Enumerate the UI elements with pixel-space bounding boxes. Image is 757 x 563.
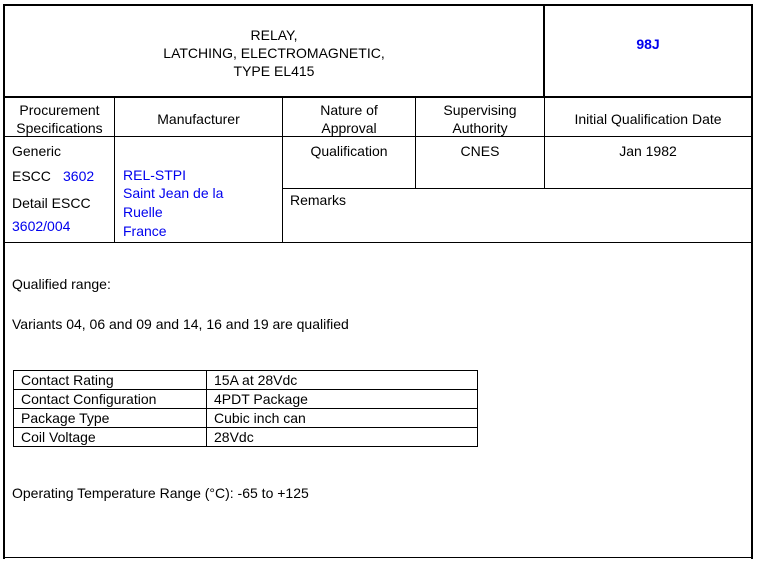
manufacturer-line-1: REL-STPI (123, 167, 187, 183)
title-line-2: LATCHING, ELECTROMAGNETIC, (163, 45, 385, 61)
title-line-1: RELAY, (250, 27, 298, 43)
manufacturer-line-2: Saint Jean de la (123, 185, 224, 201)
authority-value: CNES (460, 143, 500, 159)
generic-label: Generic (12, 143, 62, 159)
variants-text: Variants 04, 06 and 09 and 14, 16 and 19 are qualified (12, 316, 349, 332)
qualification-date: Jan 1982 (619, 143, 677, 159)
escc-label: ESCC (12, 168, 51, 184)
detail-escc-number-link[interactable]: 3602/004 (12, 218, 71, 234)
colhead-supervising-1: Supervising (443, 102, 517, 118)
spec-value: 15A at 28Vdc (207, 371, 478, 390)
frame-left (3, 4, 5, 559)
colhead-procurement-2: Specifications (16, 120, 103, 136)
escc-number-link[interactable]: 3602 (63, 168, 95, 184)
colhead-nature-1: Nature of (320, 102, 378, 118)
table-row (14, 390, 478, 409)
colhead-manufacturer: Manufacturer (157, 111, 240, 127)
table-row (14, 428, 478, 447)
colhead-nature-2: Approval (321, 120, 377, 136)
spec-value: 4PDT Package (207, 390, 478, 409)
colhead-date: Initial Qualification Date (574, 111, 722, 127)
detail-escc-label: Detail ESCC (12, 195, 91, 211)
manufacturer-line-4: France (123, 223, 167, 239)
table-row (14, 409, 478, 428)
title-line-3: TYPE EL415 (233, 63, 315, 79)
document-code: 98J (636, 36, 660, 52)
spec-label: Coil Voltage (14, 428, 207, 447)
spec-table (13, 370, 478, 447)
qualified-range-label: Qualified range: (12, 276, 111, 292)
nature-value: Qualification (310, 143, 388, 159)
spec-value: 28Vdc (207, 428, 478, 447)
frame-right (751, 4, 753, 559)
table-row (14, 371, 478, 390)
manufacturer-line-3: Ruelle (123, 204, 163, 220)
remarks-label: Remarks (290, 192, 347, 208)
colhead-procurement-1: Procurement (19, 102, 100, 118)
frame-top (3, 4, 753, 6)
spec-label: Package Type (14, 409, 207, 428)
colhead-supervising-2: Authority (452, 120, 508, 136)
remarks-top (282, 188, 753, 189)
header-bottom (3, 96, 753, 98)
spec-value: Cubic inch can (207, 409, 478, 428)
temperature-range: Operating Temperature Range (°C): -65 to +125 (12, 485, 309, 501)
row-bottom (3, 242, 753, 243)
spec-label: Contact Rating (14, 371, 207, 390)
spec-label: Contact Configuration (14, 390, 207, 409)
frame-bottom (3, 557, 753, 558)
